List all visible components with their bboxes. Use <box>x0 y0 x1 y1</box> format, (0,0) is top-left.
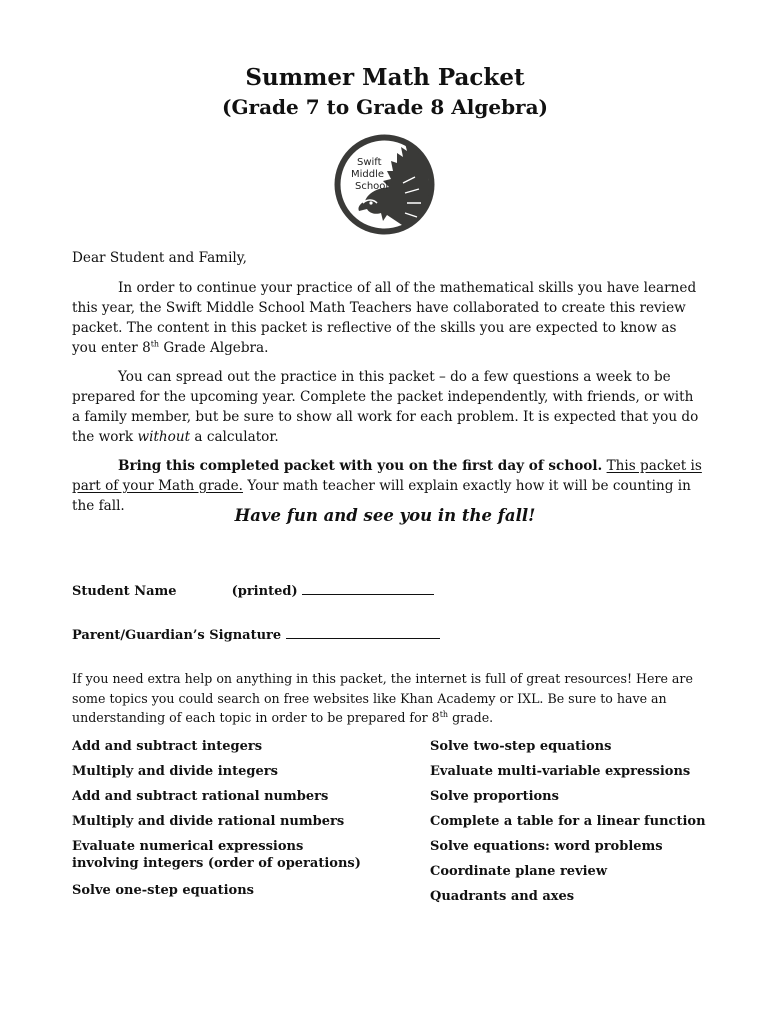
school-logo <box>333 133 436 236</box>
tagline: Have fun and see you in the fall! <box>234 506 536 525</box>
topic-item: Solve one-step equations <box>72 883 254 898</box>
topic-item: Quadrants and axes <box>430 889 575 904</box>
printed-label: (printed) <box>231 584 298 599</box>
student-name-row <box>72 582 434 599</box>
topic-item: Evaluate numerical expressions involving integers (order of operations) <box>72 839 361 871</box>
paragraph-bring: Bring this completed packet with you on the first day of school. This packet is part of your Math grade. Your math teacher will explain exactly how it will be counting in the fall. <box>72 458 702 514</box>
topic-item: Evaluate multi-variable expressions <box>430 764 691 779</box>
student-name-field[interactable] <box>302 582 434 595</box>
topic-item: Multiply and divide rational numbers <box>72 814 345 829</box>
parent-signature-row <box>72 626 440 643</box>
topic-item: Coordinate plane review <box>430 864 608 879</box>
parent-signature-label: Parent/Guardian’s Signature <box>72 628 282 643</box>
topic-item: Add and subtract integers <box>72 739 263 754</box>
page-subtitle: (Grade 7 to Grade 8 Algebra) <box>221 95 549 119</box>
topic-item: Solve equations: word problems <box>430 839 663 854</box>
topic-item: Solve two-step equations <box>430 739 612 754</box>
logo-text-2: Middle <box>351 169 385 180</box>
greeting: Dear Student and Family, <box>72 250 247 266</box>
topic-item: Complete a table for a linear function <box>430 814 706 829</box>
help-paragraph: If you need extra help on anything in this packet, the internet is full of great resources! Here are some topics you could search on free websites like Khan Academy or IXL. Be sure to have an understanding of each topic in order to be prepared for 8th grade. <box>72 671 693 725</box>
logo-text-3: School <box>355 181 389 192</box>
page-title: Summer Math Packet <box>245 64 525 91</box>
paragraph-intro: In order to continue your practice of all of the mathematical skills you have learned this year, the Swift Middle School Math Teachers have collaborated to create this review packet. The content in this packet is reflective of the skills you are expected to know as you enter 8th Grade Algebra. <box>72 280 697 356</box>
logo-text-1: Swift <box>357 157 382 168</box>
parent-signature-field[interactable] <box>286 626 440 639</box>
topic-item: Solve proportions <box>430 789 559 804</box>
topic-item: Add and subtract rational numbers <box>72 789 329 804</box>
student-name-label: Student Name <box>72 584 177 599</box>
topic-item: Multiply and divide integers <box>72 764 278 779</box>
paragraph-practice: You can spread out the practice in this packet – do a few questions a week to be prepared for the upcoming year. Complete the packet independently, with friends, or with a family member, but be sure to show all work for each problem. It is expected that you do the work without a calculator. <box>72 369 699 445</box>
